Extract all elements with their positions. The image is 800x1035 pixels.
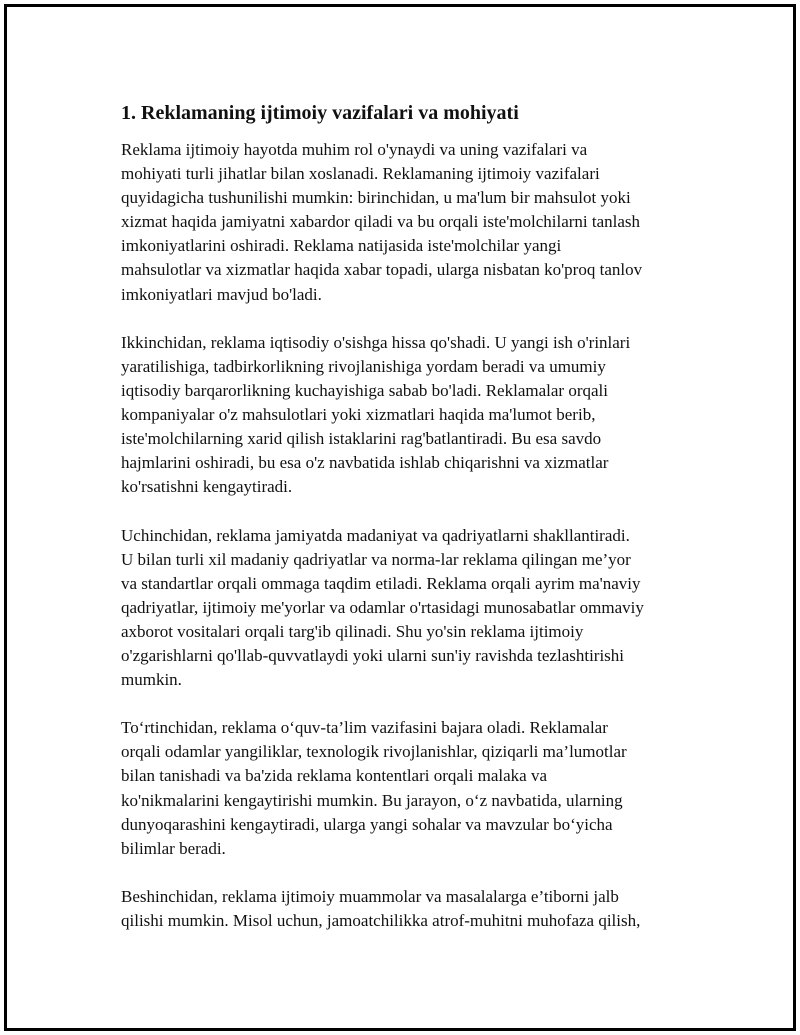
document-title: 1. Reklamaning ijtimoiy vazifalari va mohiyati (121, 102, 519, 124)
paragraph-4: To‘rtinchidan, reklama o‘quv-ta’lim vazifasini bajara oladi. Reklamalar orqali odamlar yangiliklar, texnologik rivojlanishlar, qiziqarli ma’lumotlar bilan tanishadi va ba'zida reklama kontentlari orqali malaka va ko'nikmalarini kengaytirishi mumkin. Bu jarayon, o‘z navbatida, ularning dunyoqarashini kengaytiradi, ularga yangi sohalar va mavzular bo‘yicha bilimlar beradi. (121, 718, 627, 858)
paragraph-2: Ikkinchidan, reklama iqtisodiy o'sishga hissa qo'shadi. U yangi ish o'rinlari yaratilishiga, tadbirkorlikning rivojlanishiga yordam beradi va umumiy iqtisodiy barqarorlikning kuchayishiga sabab bo'ladi. Reklamalar orqali kompaniyalar o'z mahsulotlari yoki xizmatlari haqida ma'lumot berib, iste'molchilarning xarid qilish istaklarini rag'batlantiradi. Bu esa savdo hajmlarini oshiradi, bu esa o'z navbatida ishlab chiqarishni va xizmatlar ko'rsatishni kengaytiradi. (121, 332, 631, 497)
document-body (121, 98, 701, 957)
page-frame (4, 4, 796, 1031)
paragraph-1: Reklama ijtimoiy hayotda muhim rol o'ynaydi va uning vazifalari va mohiyati turli jihatlar bilan xoslanadi. Reklamaning ijtimoiy vazifalari quyidagicha tushunilishi mumkin: birinchidan, u ma'lum bir mahsulot yoki xizmat haqida jamiyatni xabardor qiladi va bu orqali iste'molchilarni tanlash imkoniyatlarini oshiradi. Reklama natijasida iste'molchilar yangi mahsulotlar va xizmatlar haqida xabar topadi, ularga nisbatan ko'proq tanlov imkoniyatlari mavjud bo'ladi. (121, 140, 643, 304)
paragraph-3: Uchinchidan, reklama jamiyatda madaniyat va qadriyatlarni shakllantiradi. U bilan turli xil madaniy qadriyatlar va norma-lar reklama qilingan me’yor va standartlar orqali ommaga taqdim etiladi. Reklama orqali ayrim ma'naviy qadriyatlar, ijtimoiy me'yorlar va odamlar o'rtasidagi munosabatlar ommaviy axborot vositalari orqali targ'ib qilinadi. Shu yo'sin reklama ijtimoiy o'zgarishlarni qo'llab-quvvatlaydi yoki ularni sun'iy ravishda tezlashtirishi mumkin. (121, 525, 644, 690)
paragraph-5: Beshinchidan, reklama ijtimoiy muammolar va masalalarga e’tiborni jalb qilishi mumkin. Misol uchun, jamoatchilikka atrof-muhitni muhofaza qilish, (121, 886, 641, 930)
